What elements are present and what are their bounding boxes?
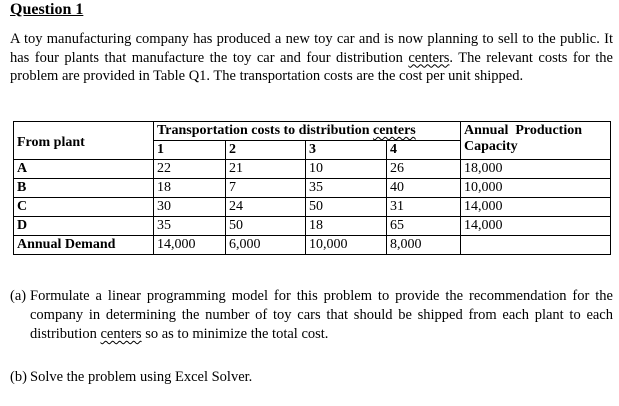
cost-cell: 24 bbox=[226, 198, 306, 217]
question-heading: Question 1 bbox=[10, 1, 84, 18]
cost-cell: 40 bbox=[387, 179, 461, 198]
cost-cell: 35 bbox=[154, 217, 226, 236]
intro-text-end: . The relevant costs for the problem are provided in Table Q1. The transportation costs are the cost per unit shipped. bbox=[10, 49, 613, 84]
part-b-label: (b) bbox=[10, 369, 27, 385]
part-a-label: (a) bbox=[10, 288, 27, 304]
table-row bbox=[14, 179, 611, 198]
plant-name: C bbox=[14, 198, 154, 217]
demand-cell: 8,000 bbox=[387, 236, 461, 255]
center-number: 2 bbox=[226, 141, 306, 160]
table-header-row bbox=[14, 122, 611, 141]
demand-cell: 6,000 bbox=[226, 236, 306, 255]
cost-cell: 35 bbox=[306, 179, 387, 198]
part-a bbox=[10, 287, 613, 344]
demand-cell: 10,000 bbox=[306, 236, 387, 255]
cost-cell: 18 bbox=[154, 179, 226, 198]
cost-cell: 31 bbox=[387, 198, 461, 217]
part-b bbox=[10, 368, 613, 387]
capacity-header-line1: Annual Production bbox=[464, 123, 582, 138]
costs-header-text: Transportation costs to distribution bbox=[157, 123, 373, 138]
cost-cell: 50 bbox=[306, 198, 387, 217]
center-number: 4 bbox=[387, 141, 461, 160]
table-row bbox=[14, 160, 611, 179]
center-number: 3 bbox=[306, 141, 387, 160]
from-plant-header: From plant bbox=[14, 122, 154, 160]
plant-name: A bbox=[14, 160, 154, 179]
demand-cell: 14,000 bbox=[154, 236, 226, 255]
table-row bbox=[14, 198, 611, 217]
part-a-text-start: Formulate a linear programming model for this problem to provide the recommendation for the company in determining the number of toy cars that should be shipped from each plant to each distribution bbox=[30, 288, 613, 342]
cost-cell: 22 bbox=[154, 160, 226, 179]
spellcheck-flagged-word: centers bbox=[408, 49, 450, 66]
cost-cell: 65 bbox=[387, 217, 461, 236]
cost-cell: 50 bbox=[226, 217, 306, 236]
intro-text-start: A toy manufacturing company has produced a new toy car and is now planning to sell to the public. It has four plants that manufacture the toy car and four distribution bbox=[10, 31, 613, 66]
demand-label: Annual Demand bbox=[14, 236, 154, 255]
demand-row bbox=[14, 236, 611, 255]
part-a-text-end: so as to minimize the total cost. bbox=[141, 326, 329, 342]
capacity-cell: 14,000 bbox=[461, 198, 611, 217]
empty-cell bbox=[461, 236, 611, 255]
plant-name: D bbox=[14, 217, 154, 236]
costs-header bbox=[154, 122, 461, 141]
capacity-cell: 18,000 bbox=[461, 160, 611, 179]
capacity-header bbox=[461, 122, 611, 160]
cost-cell: 26 bbox=[387, 160, 461, 179]
table-row bbox=[14, 217, 611, 236]
center-number: 1 bbox=[154, 141, 226, 160]
cost-cell: 7 bbox=[226, 179, 306, 198]
transportation-costs-table bbox=[13, 121, 611, 255]
cost-cell: 21 bbox=[226, 160, 306, 179]
capacity-cell: 10,000 bbox=[461, 179, 611, 198]
plant-name: B bbox=[14, 179, 154, 198]
capacity-header-line2: Capacity bbox=[464, 139, 518, 154]
spellcheck-flagged-word: centers bbox=[372, 123, 416, 138]
part-a-text bbox=[30, 287, 613, 344]
intro-paragraph bbox=[10, 30, 613, 86]
cost-cell: 18 bbox=[306, 217, 387, 236]
cost-cell: 10 bbox=[306, 160, 387, 179]
cost-cell: 30 bbox=[154, 198, 226, 217]
part-b-text: Solve the problem using Excel Solver. bbox=[30, 369, 253, 385]
spellcheck-flagged-word: centers bbox=[100, 326, 142, 342]
capacity-cell: 14,000 bbox=[461, 217, 611, 236]
